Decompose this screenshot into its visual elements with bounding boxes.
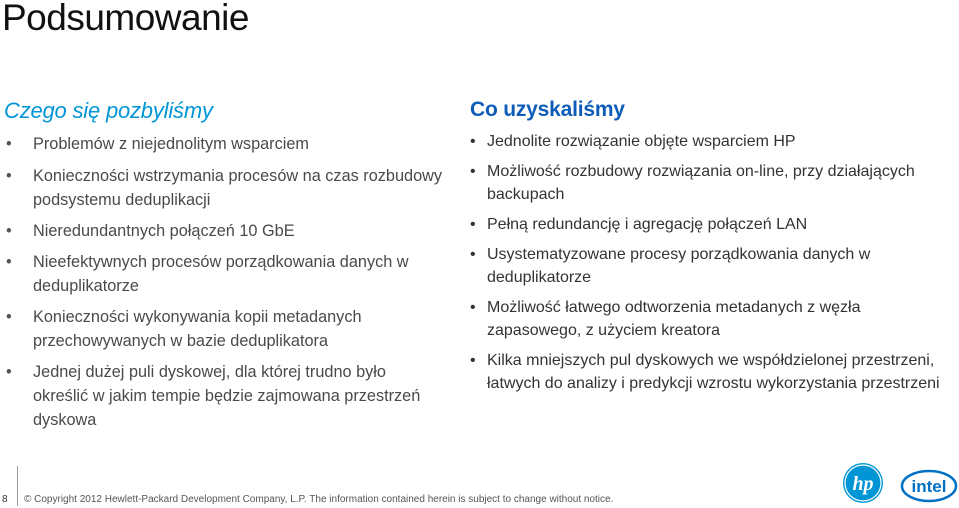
- list-item: • Możliwość łatwego odtworzenia metadanych z węzła zapasowego, z użyciem kreatora: [470, 296, 940, 342]
- hp-logo: [842, 462, 884, 504]
- left-bullet-list: [4, 132, 444, 432]
- left-column-heading: Czego się pozbyliśmy: [4, 98, 213, 123]
- copyright-notice: © Copyright 2012 Hewlett-Packard Development Company, L.P. The information contained herein is subject to change without notice.: [24, 494, 614, 505]
- right-bullet-list: [470, 130, 940, 395]
- list-item: • Konieczności wykonywania kopii metadanych przechowywanych w bazie deduplikatora: [4, 305, 444, 353]
- list-item: • Konieczności wstrzymania procesów na czas rozbudowy podsystemu deduplikacji: [4, 164, 444, 212]
- right-column: [470, 98, 940, 402]
- list-item: • Pełną redundancję i agregację połączeń LAN: [470, 213, 940, 236]
- page-number: 8: [2, 494, 8, 505]
- footer-divider: [17, 466, 18, 506]
- list-item: • Możliwość rozbudowy rozwiązania on-line, przy działających backupach: [470, 160, 940, 206]
- intel-logo-text: intel: [911, 477, 947, 496]
- list-item: • Kilka mniejszych pul dyskowych we współdzielonej przestrzeni, łatwych do analizy i predykcji wzrostu wykorzystania przestrzeni: [470, 349, 940, 395]
- slide-title: Podsumowanie: [2, 0, 249, 38]
- list-item: • Nieredundantnych połączeń 10 GbE: [4, 219, 444, 243]
- intel-logo: [900, 465, 958, 505]
- list-item: • Usystematyzowane procesy porządkowania danych w deduplikatorze: [470, 243, 940, 289]
- list-item: • Jednej dużej puli dyskowej, dla której trudno było określić w jakim tempie będzie zajmowana przestrzeń dyskowa: [4, 360, 444, 432]
- list-item: • Nieefektywnych procesów porządkowania danych w deduplikatorze: [4, 250, 444, 298]
- left-column: [4, 98, 444, 439]
- hp-logo-text: hp: [852, 473, 874, 495]
- list-item: • Problemów z niejednolitym wsparciem: [4, 132, 444, 156]
- list-item: • Jednolite rozwiązanie objęte wsparciem HP: [470, 130, 940, 153]
- right-column-heading: Co uzyskaliśmy: [470, 98, 625, 121]
